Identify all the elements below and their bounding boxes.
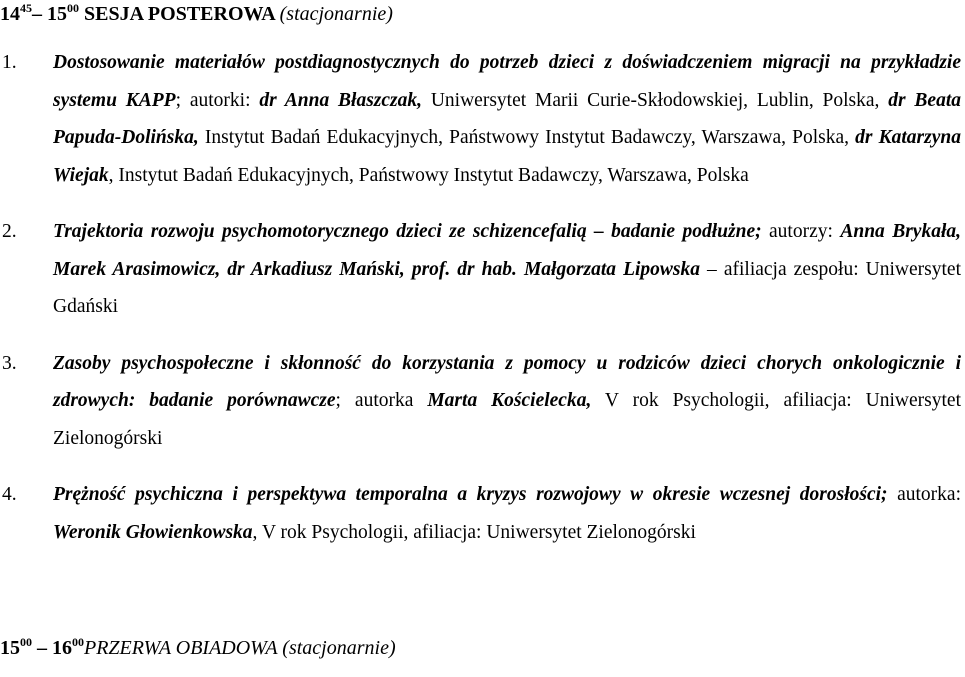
- item-number: 2.: [2, 221, 17, 242]
- item-number: 3.: [2, 352, 17, 374]
- poster-item-2: [0, 213, 961, 326]
- session-start-hour: 15: [0, 637, 20, 659]
- session-end-hour: 16: [52, 637, 72, 659]
- author-affiliation: Instytut Badań Edukacyjnych, Państwowy Instytut Badawczy, Warszawa, Polska,: [198, 127, 856, 148]
- poster-list: [0, 44, 961, 570]
- author-affiliation: V rok Psychologii, afiliacja: Uniwersytet Zielonogórski: [53, 390, 961, 449]
- poster-item-1: [0, 44, 961, 194]
- role-label: autorka:: [887, 484, 961, 505]
- poster-item-3: [0, 345, 961, 458]
- role-label: ; autorka: [335, 390, 428, 411]
- item-number: 4.: [2, 484, 17, 505]
- author-affiliation: – afiliacja zespołu: Uniwersytet Gdański: [53, 258, 961, 317]
- role-label: ; autorki:: [175, 89, 260, 111]
- author-name: Marta Kościelecka,: [427, 390, 592, 411]
- session-heading-lunch: [0, 636, 396, 660]
- author-names: Anna Brykała, Marek Arasimowicz, dr Arkadiusz Mański, prof. dr hab. Małgorzata Lipowska: [53, 221, 962, 280]
- session-title: SESJA POSTEROWA: [79, 3, 280, 25]
- session-time-dash: –: [32, 637, 52, 659]
- poster-title: Dostosowanie materiałów postdiagnostycznych do potrzeb dzieci z doświadczeniem migracji na przykładzie systemu KAPP: [53, 52, 961, 111]
- session-end-hour: 15: [47, 3, 67, 25]
- author-affiliation: , V rok Psychologii, afiliacja: Uniwersytet Zielonogórski: [252, 521, 696, 543]
- item-text: [53, 476, 961, 551]
- session-mode: (stacjonarnie): [282, 637, 396, 659]
- session-end-minutes: 00: [72, 635, 84, 649]
- author-name: dr Anna Błaszczak,: [259, 89, 423, 111]
- session-title: PRZERWA OBIADOWA: [84, 637, 283, 659]
- author-name: Weronik Głowienkowska: [53, 521, 253, 543]
- session-mode: (stacjonarnie): [279, 3, 393, 25]
- author-name: dr Katarzyna Wiejak: [53, 127, 961, 186]
- session-heading-poster: [0, 2, 393, 26]
- item-text: [53, 44, 961, 194]
- role-label: autorzy:: [761, 221, 841, 242]
- author-affiliation: Uniwersytet Marii Curie-Skłodowskiej, Lublin, Polska,: [422, 89, 889, 111]
- poster-title: Prężność psychiczna i perspektywa temporalna a kryzys rozwojowy w okresie wczesnej dorosłości;: [53, 484, 888, 505]
- item-text: [53, 213, 961, 326]
- poster-item-4: [0, 476, 961, 551]
- session-start-minutes: 00: [20, 635, 32, 649]
- session-time-dash: –: [32, 3, 47, 25]
- poster-title: Zasoby psychospołeczne i skłonność do korzystania z pomocy u rodziców dzieci chorych onkologicznie i zdrowych: badanie porównawcze: [53, 352, 961, 411]
- author-name: dr Beata Papuda-Dolińska,: [53, 89, 961, 148]
- item-number: 1.: [2, 52, 17, 73]
- poster-title: Trajektoria rozwoju psychomotorycznego dzieci ze schizencefalią – badanie podłużne;: [53, 221, 762, 242]
- item-text: [53, 345, 961, 458]
- session-start-minutes: 45: [20, 1, 32, 15]
- session-end-minutes: 00: [67, 1, 79, 15]
- session-start-hour: 14: [0, 3, 20, 25]
- author-affiliation: , Instytut Badań Edukacyjnych, Państwowy Instytut Badawczy, Warszawa, Polska: [108, 164, 749, 186]
